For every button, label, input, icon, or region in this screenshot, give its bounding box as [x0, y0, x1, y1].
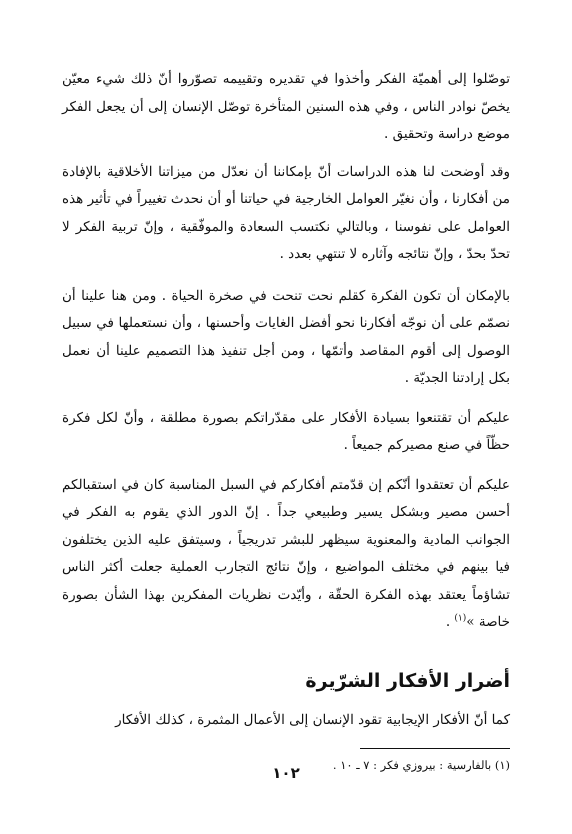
paragraph-1: توصّلوا إلى أهميّة الفكر وأخذوا في تقديره وتقييمه تصوّروا أنّ ذلك شيء معيّن يخصّ نوادر الناس ، وفي هذه السنين المتأخرة توصّل الإنسان إلى أن يجعل الفكر موضع دراسة وتحقيق . [62, 71, 510, 142]
paragraph-5-end: . [445, 614, 455, 630]
footnote: (١) بالفارسية : بيروزي فكر : ٧ ـ ١٠ . [332, 758, 510, 772]
paragraph-4: عليكم أن تقتنعوا بسيادة الأفكار على مقدّراتكم بصورة مطلقة ، وأنّ لكل فكرة حظّاً في صنع مصيركم جميعاً . [62, 409, 510, 453]
page-number: ١٠٢ [272, 764, 300, 782]
paragraph-3: بالإمكان أن تكون الفكرة كقلم نحت تنحت في صخرة الحياة . ومن هنا علينا أن نصمّم على أن نوجّه أفكارنا نحو أفضل الغايات وأحسنها ، وأن نستعملها في سبيل الوصول إلى أقوم المقاصد وأتمّها ، ومن أجل تنفيذ هذا التصميم علينا أن نعمل بكل إرادتنا الجديّة . [62, 287, 510, 386]
paragraph-2: وقد أوضحت لنا هذه الدراسات أنّ بإمكاننا أن نعدّل من ميزاتنا الأخلاقية بالإفادة من أفكارنا ، وأن نغيّر العوامل الخارجية في حياتنا أو أن نحدث تغييراً في تأثير هذه العوامل على نفوسنا ، وبالتالي نكتسب السعادة والموفّقية ، وإنّ تربية الفكر لا تحدّ بحدّ ، وإنّ نتائجه وآثاره لا تنتهي بعدد . [62, 163, 510, 262]
section-heading: أضرار الأفكار الشرّيرة [305, 669, 510, 692]
paragraph-5 [62, 472, 510, 637]
paragraph-6: كما أنّ الأفكار الإيجابية تقود الإنسان إلى الأعمال المثمرة ، كذلك الأفكار [115, 711, 510, 728]
footnote-divider [360, 748, 510, 749]
footnote-marker[interactable]: (١) [454, 613, 467, 624]
book-page [62, 66, 510, 775]
paragraph-5-text: عليكم أن تعتقدوا أنّكم إن قدّمتم أفكاركم في السبل المناسبة كان في استقبالكم أحسن مصير وبشكل يسير وطبيعي جداً . إنّ الدور الذي يقوم به الفكر في الجوانب المادية والمعنوية سيظهر للبشر تدريجياً ، وسيتفق عليه الذين يختلفون فيا بينهم في مختلف المواضيع ، وإنّ نتائج التجارب العملية جعلت أكثر الناس تشاؤماً يعتقد بهذه الفكرة الحقّة ، وأيّدت نظريات المفكرين بهذا الشأن بصورة خاصة » [62, 476, 510, 630]
